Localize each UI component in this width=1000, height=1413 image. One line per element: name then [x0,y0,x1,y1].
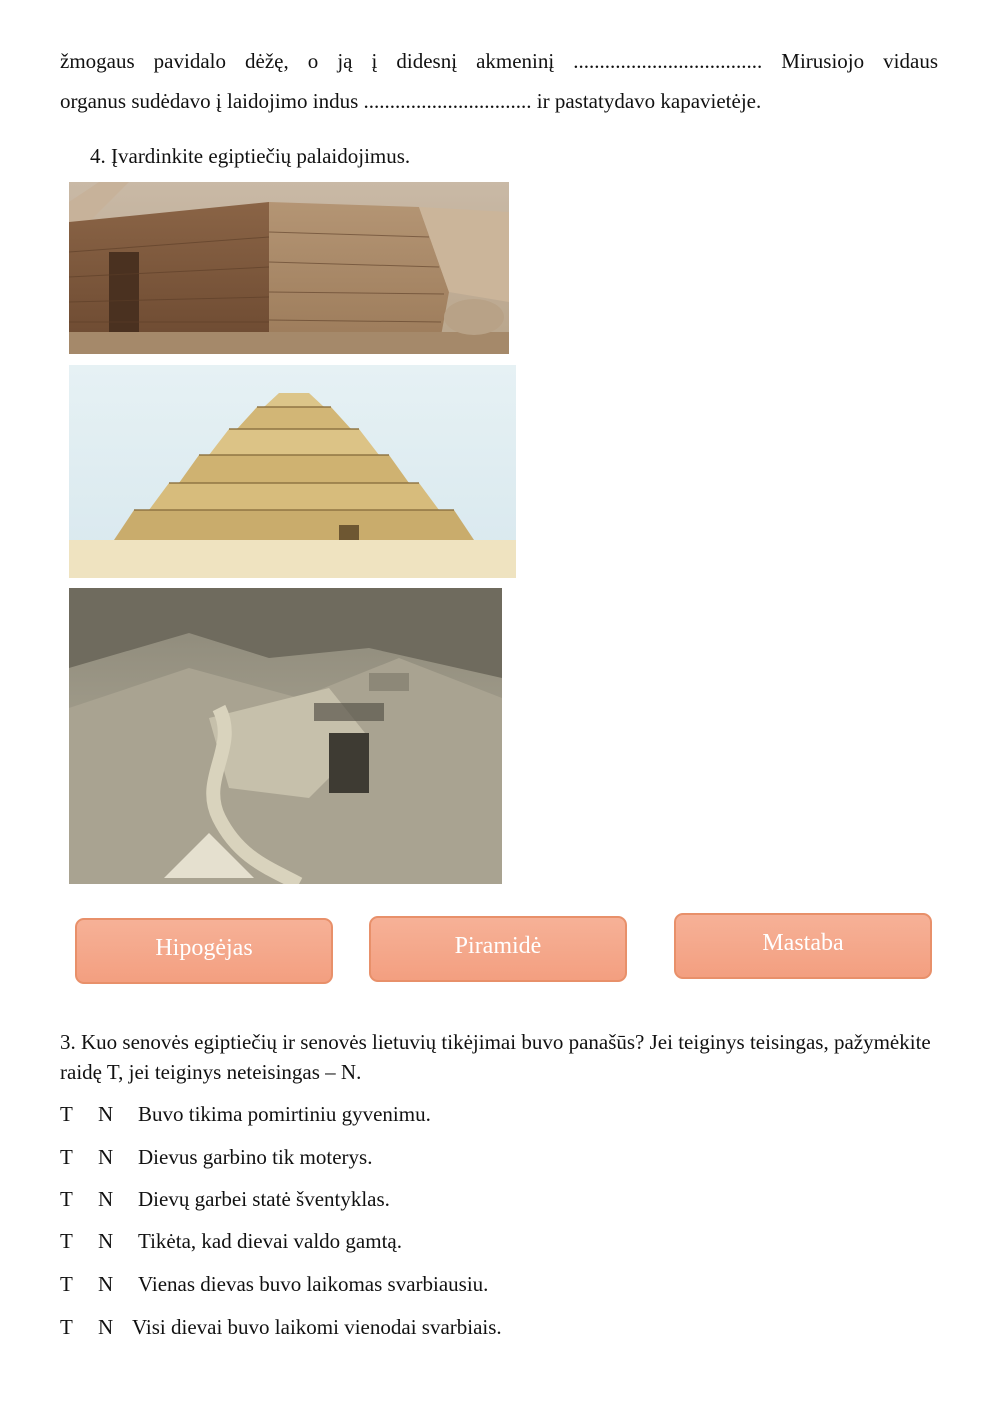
statement-row-1 [60,1102,431,1127]
true-option[interactable]: T [60,1145,73,1169]
statement-row-4 [60,1229,402,1254]
statement-text: Buvo tikima pomirtiniu gyvenimu. [138,1102,431,1126]
tile-hipogejas[interactable]: Hipogėjas [75,918,333,984]
false-option[interactable]: N [98,1272,114,1296]
step-pyramid-photo [69,365,516,578]
true-option[interactable]: T [60,1187,73,1211]
tile-piramide[interactable]: Piramidė [369,916,627,982]
statement-text: Tikėta, kad dievai valdo gamtą. [138,1229,402,1253]
statement-row-5 [60,1272,488,1297]
hypogeum-photo [69,588,502,884]
statement-text: Visi dievai buvo laikomi vienodai svarbiais. [132,1315,502,1339]
false-option[interactable]: N [98,1187,114,1211]
statement-text: Dievus garbino tik moterys. [138,1145,373,1169]
true-option[interactable]: T [60,1229,73,1253]
false-option[interactable]: N [98,1145,114,1169]
tile-mastaba[interactable]: Mastaba [674,913,932,979]
question-4-title: 4. Įvardinkite egiptiečių palaidojimus. [90,144,411,168]
mastaba-photo [69,182,509,354]
false-option[interactable]: N [98,1229,114,1253]
true-option[interactable]: T [60,1315,73,1339]
true-option[interactable]: T [60,1272,73,1296]
statement-row-6 [60,1315,502,1340]
statement-row-3 [60,1187,390,1212]
false-option[interactable]: N [98,1102,114,1126]
statement-text: Vienas dievas buvo laikomas svarbiausiu. [138,1272,489,1296]
false-option[interactable]: N [98,1315,114,1339]
question-3-title: 3. Kuo senovės egiptiečių ir senovės lietuvių tikėjimai buvo panašūs? Jei teiginys teisingas, pažymėkite raidę T, jei teiginys neteisingas – N. [60,1030,931,1084]
paragraph-line-1: žmogaus pavidalo dėžę, o ją į didesnį akmeninį .................................... Mirusiojo vidaus [60,49,938,73]
statement-text: Dievų garbei statė šventyklas. [138,1187,390,1211]
true-option[interactable]: T [60,1102,73,1126]
statement-row-2 [60,1145,372,1170]
paragraph-line-2: organus sudėdavo į laidojimo indus ................................ ir pastatydavo kapavietėje. [60,89,762,113]
